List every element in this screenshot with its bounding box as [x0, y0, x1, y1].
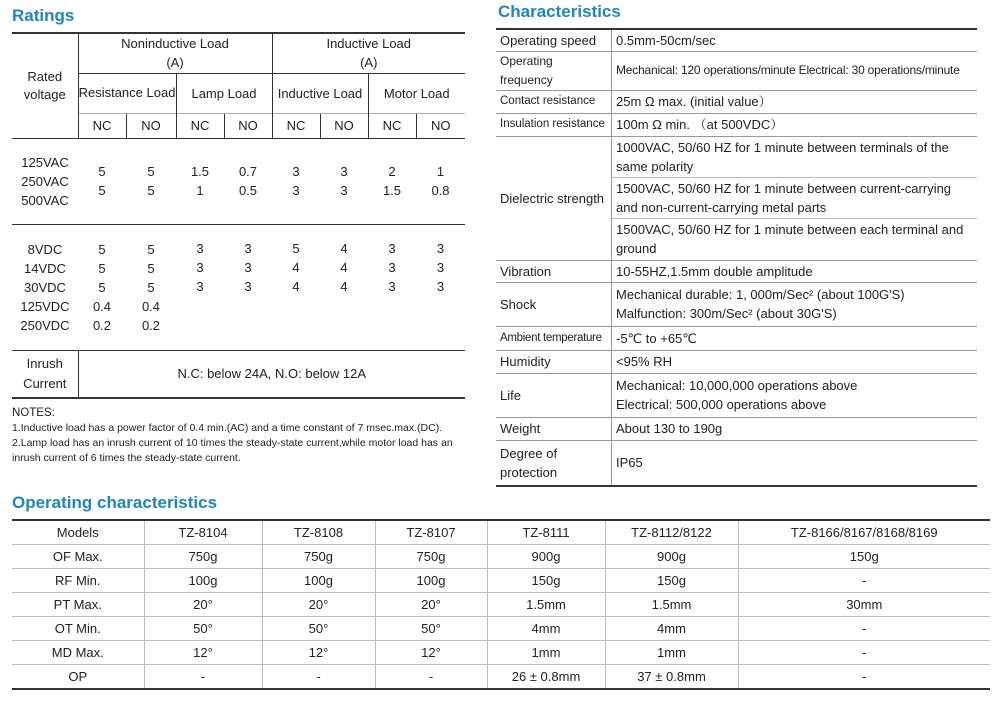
characteristics-table: [496, 28, 977, 487]
inrush-value: N.C: below 24A, N.O: below 12A: [78, 350, 465, 398]
ops-cell: 1.5mm: [605, 593, 738, 617]
char-key: Weight: [496, 417, 612, 440]
char-row: [496, 136, 977, 177]
ac-motor-nc: 2 1.5: [368, 138, 416, 224]
ac-lamp-no: 0.7 0.5: [224, 138, 272, 224]
char-value: 25m Ω max. (initial value）: [612, 90, 978, 113]
ops-row: [12, 545, 990, 569]
nc-label: NC: [368, 113, 416, 138]
char-row: [496, 373, 977, 417]
nc-no-row: [12, 113, 465, 138]
char-row: [496, 417, 977, 440]
ops-cell: OP: [12, 665, 144, 690]
ops-cell: 1.5mm: [487, 593, 605, 617]
dc-inductive-nc: 5 4 4: [272, 224, 320, 350]
ratings-notes: NOTES: 1.Inductive load has a power factor of 0.4 min.(AC) and a time constant of 7 msec.max.(DC). 2.Lamp load has an inrush current of 10 times the steady-state current,while motor load has an inrush current of 6 times the steady-state current.: [12, 407, 453, 464]
dc-lamp-no: 3 3 3: [224, 224, 272, 350]
ops-cell: -: [738, 641, 990, 665]
dc-resistance-nc: 5 5 5 0.4 0.2: [78, 224, 126, 350]
char-key: Degree of protection: [496, 440, 612, 486]
ops-cell: 50°: [262, 617, 375, 641]
ops-cell: 100g: [262, 569, 375, 593]
ops-cell: 37 ± 0.8mm: [605, 665, 738, 690]
ac-resistance-nc: 5 5: [78, 138, 126, 224]
char-key: Life: [496, 373, 612, 417]
char-value: About 130 to 190g: [612, 417, 978, 440]
char-row: [496, 326, 977, 350]
lamp-load-header: Lamp Load: [176, 73, 272, 113]
ac-motor-no: 1 0.8: [416, 138, 465, 224]
char-key: Dielectric strength: [496, 136, 612, 260]
dc-voltages: 8VDC 14VDC 30VDC 125VDC 250VDC: [12, 224, 78, 350]
no-label: NO: [320, 113, 368, 138]
resistance-load-header: Resistance Load: [78, 73, 176, 113]
ops-cell: 750g: [375, 545, 487, 569]
ops-cell: 30mm: [738, 593, 990, 617]
dc-motor-nc: 3 3 3: [368, 224, 416, 350]
char-key: Ambient temperature: [496, 326, 612, 350]
ac-inductive-no: 3 3: [320, 138, 368, 224]
nc-label: NC: [78, 113, 126, 138]
ratings-heading: Ratings: [12, 6, 75, 25]
no-label: NO: [416, 113, 465, 138]
char-value: 1500VAC, 50/60 HZ for 1 minute between current-carrying and non-current-carrying metal parts: [612, 177, 978, 218]
char-value: Mechanical: 120 operations/minute Electrical: 30 operations/minute: [612, 51, 978, 90]
ac-voltages: 125VAC 250VAC 500VAC: [12, 138, 78, 224]
char-value: 1000VAC, 50/60 HZ for 1 minute between terminals of the same polarity: [612, 136, 978, 177]
ops-cell: 12°: [144, 641, 262, 665]
ac-inductive-nc: 3 3: [272, 138, 320, 224]
ops-cell: 150g: [605, 569, 738, 593]
char-value: 0.5mm-50cm/sec: [612, 29, 978, 51]
ops-cell: MD Max.: [12, 641, 144, 665]
dc-inductive-no: 4 4 4: [320, 224, 368, 350]
char-row: [496, 51, 977, 90]
ops-cell: 50°: [144, 617, 262, 641]
ops-cell: 26 ± 0.8mm: [487, 665, 605, 690]
ac-lamp-nc: 1.5 1: [176, 138, 224, 224]
ops-cell: OF Max.: [12, 545, 144, 569]
ops-cell: 12°: [262, 641, 375, 665]
ops-cell: 100g: [144, 569, 262, 593]
char-value: 1500VAC, 50/60 HZ for 1 minute between each terminal and ground: [612, 218, 978, 260]
ops-cell: -: [144, 665, 262, 690]
ac-resistance-no: 5 5: [126, 138, 176, 224]
ops-cell: -: [375, 665, 487, 690]
ops-row: [12, 593, 990, 617]
ops-cell: 150g: [738, 545, 990, 569]
char-row: [496, 350, 977, 373]
no-label: NO: [224, 113, 272, 138]
char-value: <95% RH: [612, 350, 978, 373]
char-value: 100m Ω min. （at 500VDC）: [612, 113, 978, 136]
no-label: NO: [126, 113, 176, 138]
ops-cell: 150g: [487, 569, 605, 593]
char-key: Shock: [496, 282, 612, 326]
dc-lamp-nc: 3 3 3: [176, 224, 224, 350]
ops-cell: 100g: [375, 569, 487, 593]
ops-cell: 4mm: [487, 617, 605, 641]
ops-row: [12, 665, 990, 690]
ops-cell: 900g: [487, 545, 605, 569]
ops-cell: -: [262, 665, 375, 690]
ops-cell: 20°: [144, 593, 262, 617]
ops-header-cell: TZ-8108: [262, 520, 375, 545]
char-value: Mechanical: 10,000,000 operations above Electrical: 500,000 operations above: [612, 373, 978, 417]
ops-cell: PT Max.: [12, 593, 144, 617]
operating-heading: Operating characteristics: [12, 493, 218, 512]
rated-voltage-header: Rated voltage: [12, 33, 78, 138]
ac-block: [12, 138, 465, 224]
char-value: -5℃ to +65℃: [612, 326, 978, 350]
ops-header-cell: TZ-8107: [375, 520, 487, 545]
ops-cell: 4mm: [605, 617, 738, 641]
inrush-label: Inrush Current: [12, 350, 78, 398]
ops-header-cell: TZ-8112/8122: [605, 520, 738, 545]
ops-header-row: [12, 520, 990, 545]
ops-cell: 750g: [262, 545, 375, 569]
char-row: [496, 90, 977, 113]
nc-label: NC: [176, 113, 224, 138]
ops-cell: 20°: [375, 593, 487, 617]
char-row: [496, 29, 977, 51]
char-key: Contact resistance: [496, 90, 612, 113]
characteristics-heading: Characteristics: [498, 2, 621, 21]
ops-cell: RF Min.: [12, 569, 144, 593]
ops-cell: 50°: [375, 617, 487, 641]
ops-cell: -: [738, 569, 990, 593]
ops-header-cell: TZ-8166/8167/8168/8169: [738, 520, 990, 545]
char-row: [496, 113, 977, 136]
dc-resistance-no: 5 5 5 0.4 0.2: [126, 224, 176, 350]
inductive-header: Inductive Load (A): [272, 33, 465, 73]
ops-cell: -: [738, 665, 990, 690]
ops-header-cell: TZ-8104: [144, 520, 262, 545]
ops-cell: 20°: [262, 593, 375, 617]
ops-row: [12, 569, 990, 593]
char-value: 10-55HZ,1.5mm double amplitude: [612, 260, 978, 282]
char-key: Insulation resistance: [496, 113, 612, 136]
char-row: [496, 282, 977, 326]
char-key: Humidity: [496, 350, 612, 373]
ops-cell: 900g: [605, 545, 738, 569]
ops-cell: -: [738, 617, 990, 641]
char-value: IP65: [612, 440, 978, 486]
motor-load-header: Motor Load: [368, 73, 465, 113]
ops-cell: 1mm: [605, 641, 738, 665]
ops-cell: OT Min.: [12, 617, 144, 641]
operating-table: [12, 519, 990, 690]
char-row: [496, 260, 977, 282]
char-value: Mechanical durable: 1, 000m/Sec² (about 100G'S) Malfunction: 300m/Sec² (about 30G'S): [612, 282, 978, 326]
ops-header-cell: Models: [12, 520, 144, 545]
char-row: [496, 440, 977, 486]
ops-cell: 1mm: [487, 641, 605, 665]
ops-cell: 750g: [144, 545, 262, 569]
ops-cell: 12°: [375, 641, 487, 665]
ratings-table: [12, 32, 465, 399]
inductive-load-header: Inductive Load: [272, 73, 368, 113]
char-key: Operating speed: [496, 29, 612, 51]
dc-motor-no: 3 3 3: [416, 224, 465, 350]
noninductive-header: Noninductive Load (A): [78, 33, 272, 73]
ops-row: [12, 641, 990, 665]
dc-block: [12, 224, 465, 350]
ops-header-cell: TZ-8111: [487, 520, 605, 545]
char-key: Operating frequency: [496, 51, 612, 90]
ops-row: [12, 617, 990, 641]
nc-label: NC: [272, 113, 320, 138]
char-key: Vibration: [496, 260, 612, 282]
